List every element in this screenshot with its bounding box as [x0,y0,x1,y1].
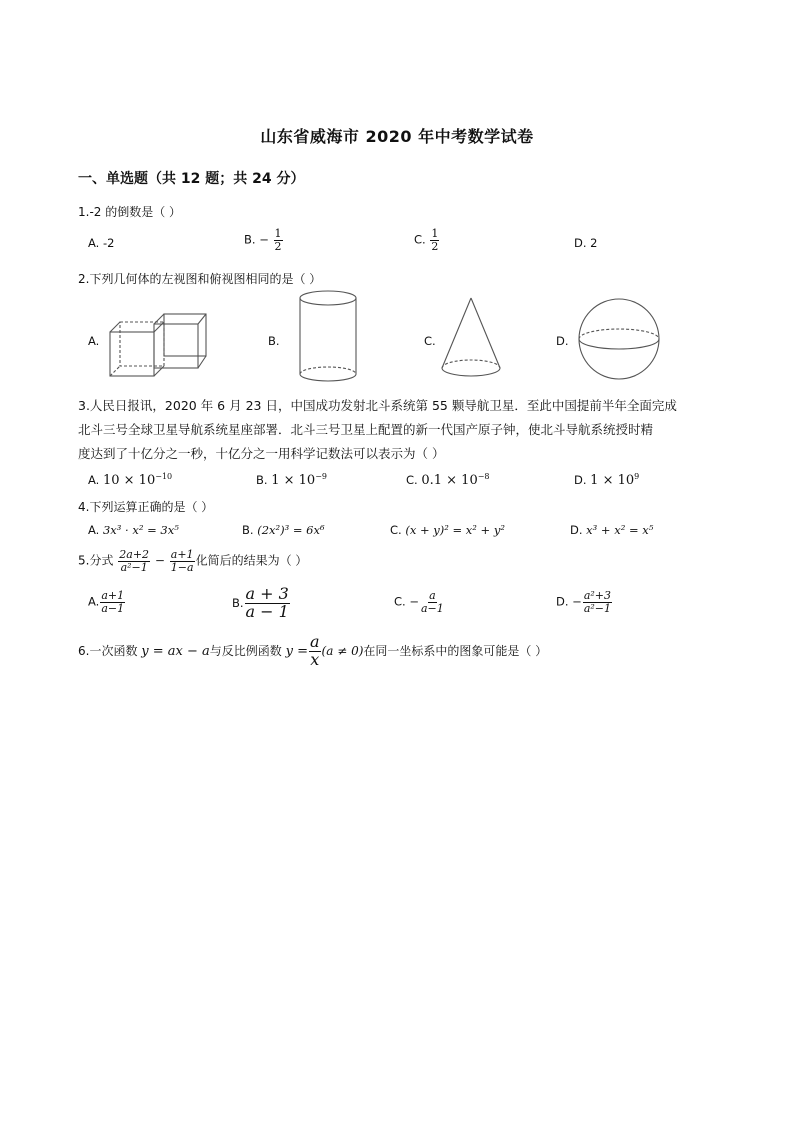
q5-option-d [556,590,613,614]
q5-d-numerator: a²+3 [583,589,611,602]
question-1-stem: 1.-2 的倒数是（ ） [78,205,182,219]
q5-c-label: C. [394,594,406,609]
q1-b-denominator: 2 [274,239,282,253]
q5-d-denominator: a²−1 [583,601,611,615]
two-cubes-icon [106,312,210,382]
q5-fraction-2-denominator: 1−a [170,560,194,574]
q6-condition: (a ≠ 0) [321,643,364,658]
q1-option-c [414,228,440,252]
q5-b-numerator: a + 3 [245,584,289,603]
q6-inverse-numerator: a [310,632,320,651]
q5-c-sign: − [409,594,419,609]
question-3-stem [78,394,728,466]
q5-b-denominator: a − 1 [245,601,289,621]
question-5-stem [78,549,307,573]
q3-option-d [574,472,639,488]
question-2-stem: 2.下列几何体的左视图和俯视图相同的是（ ） [78,272,322,286]
q3-option-a [88,472,172,488]
q5-option-b [232,586,291,621]
q5-prefix: 5.分式 [78,553,114,568]
q2-option-c-label: C. [424,334,436,348]
q1-b-sign: − [259,232,269,247]
q3-b-base: 1 × 10 [271,472,316,488]
q5-fraction-1-numerator: 2a+2 [119,548,150,561]
question-4-stem: 4.下列运算正确的是（ ） [78,500,214,514]
q5-option-a [88,590,126,614]
q3-a-base: 10 × 10 [102,472,156,488]
q5-a-denominator: a−1 [101,601,125,615]
q5-d-label: D. [556,594,569,609]
q5-a-numerator: a+1 [101,589,125,602]
q6-middle-text: 与反比例函数 [209,643,282,658]
q1-option-b [244,228,284,252]
q2-option-d-label: D. [556,334,569,348]
q3-b-label: B. [256,472,268,487]
q1-b-label: B. [244,232,256,247]
q1-option-d: D. 2 [574,236,598,250]
q4-a-label: A. [88,523,100,537]
q1-option-a: A. -2 [88,236,115,250]
q4-option-c [390,523,505,537]
q3-option-c [406,472,490,488]
question-6-stem [78,634,547,669]
q1-b-numerator: 1 [274,227,282,240]
q4-b-expression: (2x²)³ = 6x⁶ [257,523,325,537]
q5-suffix: 化简后的结果为（ ） [195,553,308,568]
page-title: 山东省威海市 2020 年中考数学试卷 [260,127,534,146]
sphere-icon [576,296,662,382]
q6-inverse-lhs: y = [285,643,308,659]
q3-line-1: 3.人民日报讯，2020 年 6 月 23 日，中国成功发射北斗系统第 55 颗导航卫星．至此中国提前半年全面完成 [78,398,677,413]
q5-minus: − [154,553,165,568]
q4-d-label: D. [570,523,583,537]
q5-b-label: B. [232,595,244,610]
q4-a-expression: 3x³ · x² = 3x⁵ [102,523,179,537]
cylinder-icon [294,288,362,388]
q4-c-expression: (x + y)² = x² + y² [405,523,505,537]
q4-option-d [570,523,653,537]
q4-c-label: C. [390,523,402,537]
q3-c-label: C. [406,472,418,487]
q3-d-label: D. [574,472,587,487]
q6-inverse-denominator: x [310,649,320,669]
q3-line-3: 度达到了十亿分之一秒，十亿分之一用科学记数法可以表示为（ ） [78,446,445,461]
q3-a-label: A. [88,472,100,487]
q5-c-denominator: a−1 [420,601,444,615]
q1-c-numerator: 1 [431,227,439,240]
q5-a-label: A. [88,594,100,609]
section-title: 一、单选题（共 12 题；共 24 分） [78,171,305,187]
cone-icon [438,294,504,386]
q3-c-exponent: −8 [477,472,490,481]
q6-suffix: 在同一坐标系中的图象可能是（ ） [363,643,548,658]
q3-option-b [256,472,327,488]
q3-d-base: 1 × 10 [590,472,635,488]
q4-option-a [88,523,179,537]
q5-c-numerator: a [429,589,436,602]
q4-option-b [242,523,325,537]
q4-d-expression: x³ + x² = x⁵ [586,523,654,537]
q3-a-exponent: −10 [155,472,173,481]
q3-b-exponent: −9 [315,472,327,481]
q3-c-base: 0.1 × 10 [421,472,478,488]
q2-option-a-label: A. [88,334,100,348]
q6-prefix: 6.一次函数 [78,643,138,658]
q5-d-sign: − [572,594,582,609]
q1-c-label: C. [414,232,426,247]
q2-option-b-label: B. [268,334,280,348]
q4-b-label: B. [242,523,254,537]
q5-option-c [394,590,446,614]
q5-fraction-2-numerator: a+1 [170,548,194,561]
q6-linear-function: y = ax − a [141,643,210,659]
q1-c-denominator: 2 [431,239,439,253]
q5-fraction-1-denominator: a²−1 [120,560,148,574]
q3-line-2: 北斗三号全球卫星导航系统星座部署．北斗三号卫星上配置的新一代国产原子钟，使北斗导航系统授时精 [78,422,654,437]
q3-d-exponent: 9 [634,472,640,481]
